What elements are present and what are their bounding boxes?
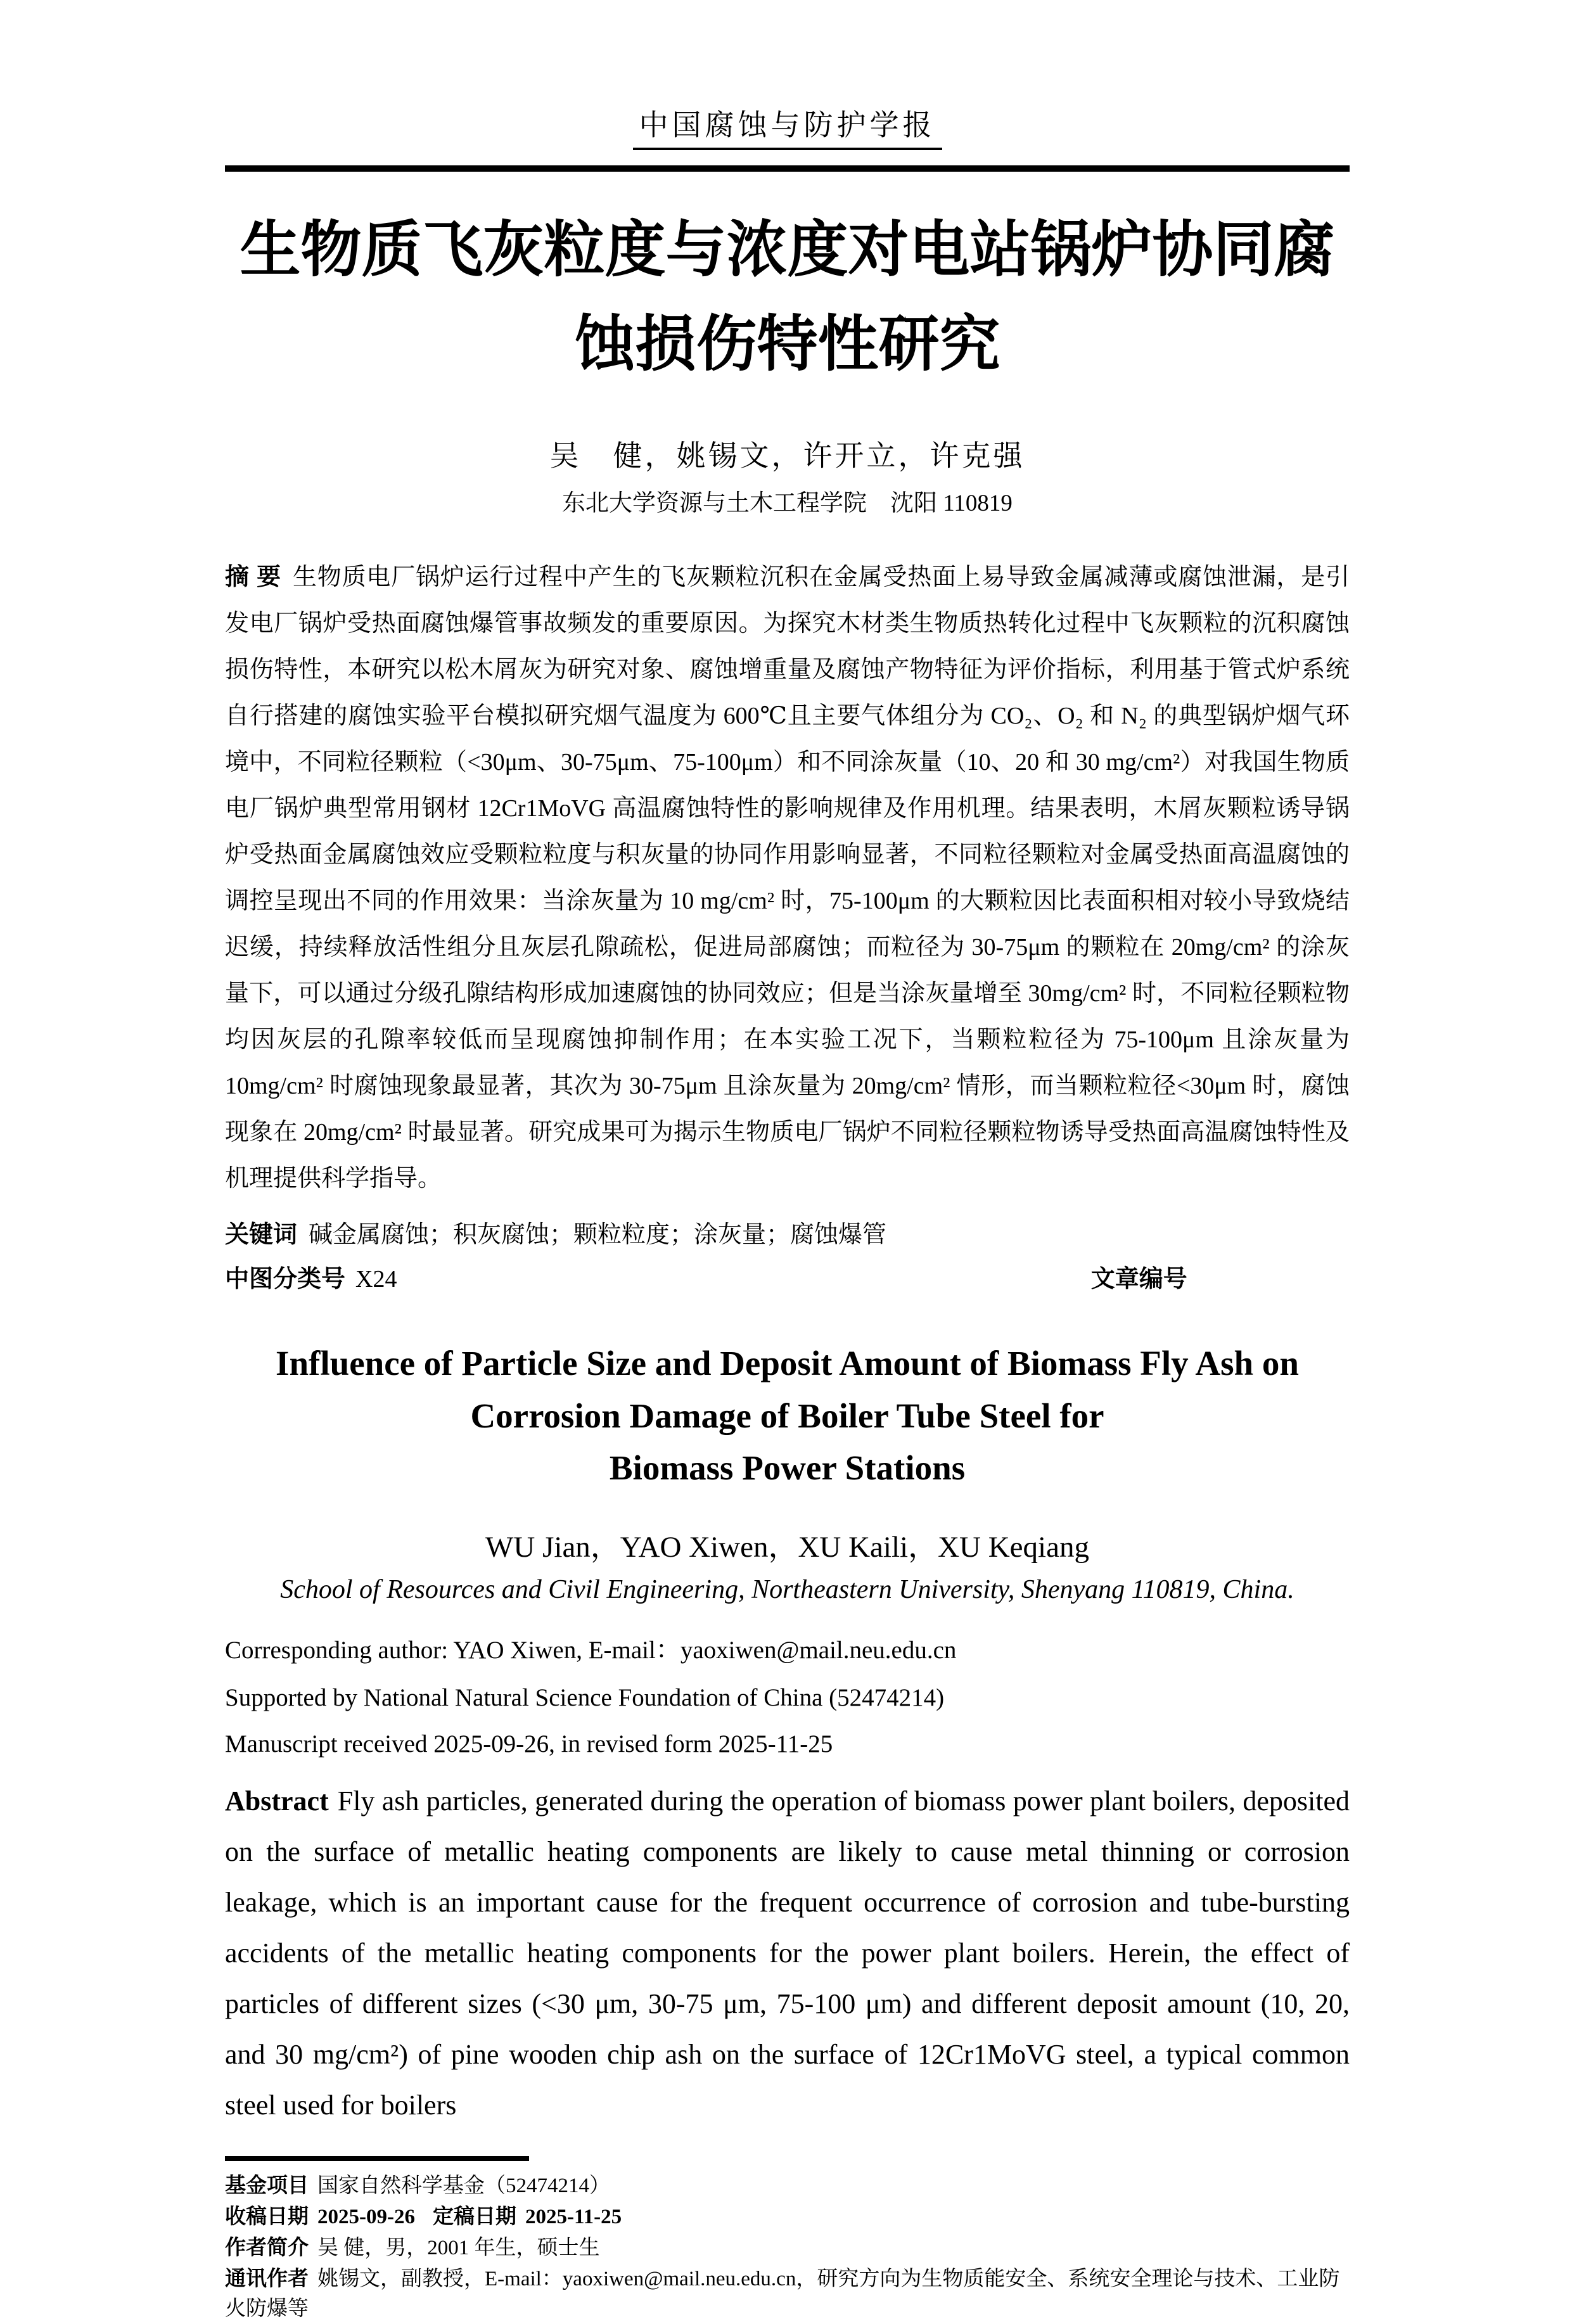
paper-title-en-line2: Corrosion Damage of Boiler Tube Steel for <box>470 1396 1104 1435</box>
footnote-corresponding-text: 姚锡文，副教授，E-mail：yaoxiwen@mail.neu.edu.cn，研究方向为生物质能安全、系统安全理论与技术、工业防火防爆等 <box>225 2268 1340 2321</box>
paper-title-en-line3: Biomass Power Stations <box>609 1448 966 1488</box>
keywords-cn <box>225 1216 1350 1254</box>
abstract-cn <box>225 554 1350 1202</box>
meta-block <box>225 1630 1350 1758</box>
footnote-author-bio-text: 吴 健，男，2001 年生，硕士生 <box>317 2237 600 2260</box>
paper-title-en-line1: Influence of Particle Size and Deposit Amount of Biomass Fly Ash on <box>276 1344 1299 1383</box>
journal-name: 中国腐蚀与防护学报 <box>633 108 942 150</box>
footnote-rule <box>225 2156 529 2161</box>
authors-en: WU Jian，YAO Xiwen，XU Kaili，XU Keqiang <box>485 1531 1089 1564</box>
footnote-block <box>225 2170 1350 2324</box>
keywords-text: 碱金属腐蚀；积灰腐蚀；颗粒粒度；涂灰量；腐蚀爆管 <box>309 1222 887 1249</box>
footnote-corresponding-label: 通讯作者 <box>225 2266 309 2290</box>
paper-title-cn-line1: 生物质飞灰粒度与浓度对电站锅炉协同腐 <box>240 216 1335 284</box>
abstract-en <box>225 1776 1350 2131</box>
header-rule <box>225 165 1350 172</box>
footnote-dates <box>225 2201 1350 2232</box>
footnote-corresponding <box>225 2263 1350 2324</box>
clc-value: X24 <box>355 1266 397 1293</box>
footnote-received-date: 2025-09-26 <box>317 2206 415 2229</box>
footnote-funding <box>225 2170 1350 2201</box>
footnote-author-bio <box>225 2232 1350 2263</box>
clc-label: 中图分类号 <box>225 1266 346 1293</box>
paper-title-cn-line2: 蚀损伤特性研究 <box>574 310 1000 378</box>
keywords-label: 关键词 <box>225 1222 298 1249</box>
abstract-cn-label: 摘 要 <box>225 564 281 591</box>
footnote-finalized-date: 2025-11-25 <box>525 2206 622 2229</box>
funding-line: Supported by National Natural Science Foundation of China (52474214) <box>225 1684 945 1712</box>
footnote-funding-text: 国家自然科学基金（52474214） <box>317 2174 610 2198</box>
abstract-en-text: Fly ash particles, generated during the operation of biomass power plant boilers, deposited on the surface of metallic heating components are likely to cause metal thinning or corrosion leakage, which is an important cause for the frequent occurrence of corrosion and tube-bursting accidents of the metallic heating components for the power plant boilers. Herein, the effect of particles of different sizes (<30 μm, 30-75 μm, 75-100 μm) and different deposit amount (10, 20, and 30 mg/cm²) of pine wooden chip ash on the surface of 12Cr1MoVG steel, a typical common steel used for boilers <box>225 1785 1350 2121</box>
article-id-label: 文章编号 <box>1090 1266 1187 1293</box>
footnote-author-bio-label: 作者简介 <box>225 2235 309 2259</box>
authors-cn: 吴 健，姚锡文，许开立，许克强 <box>549 440 1025 473</box>
journal-header <box>225 108 1350 150</box>
footnote-received-label: 收稿日期 <box>225 2204 309 2228</box>
corresponding-author-line: Corresponding author: YAO Xiwen, E-mail：yaoxiwen@mail.neu.edu.cn <box>225 1637 957 1664</box>
paper-title-cn <box>225 203 1350 392</box>
affiliation-cn: 东北大学资源与土木工程学院 沈阳 110819 <box>562 490 1013 517</box>
abstract-cn-text: 生物质电厂锅炉运行过程中产生的飞灰颗粒沉积在金属受热面上易导致金属减薄或腐蚀泄漏，是引发电厂锅炉受热面腐蚀爆管事故频发的重要原因。为探究木材类生物质热转化过程中飞灰颗粒的沉积腐蚀损伤特性，本研究以松木屑灰为研究对象、腐蚀增重量及腐蚀产物特征为评价指标，利用基于管式炉系统自行搭建的腐蚀实验平台模拟研究烟气温度为 600℃且主要气体组分为 CO₂、O₂ 和 N₂ 的典型锅炉烟气环境中，不同粒径颗粒（<30μm、30-75μm、75-100μm）和不同涂灰量（10、20 和 30 mg/cm²）对我国生物质电厂锅炉典型常用钢材 12Cr1MoVG 高温腐蚀特性的影响规律及作用机理。结果表明，木屑灰颗粒诱导锅炉受热面金属腐蚀效应受颗粒粒度与积灰量的协同作用影响显著，不同粒径颗粒对金属受热面高温腐蚀的调控呈现出不同的作用效果：当涂灰量为 10 mg/cm² 时，75-100μm 的大颗粒因比表面积相对较小导致烧结迟缓，持续释放活性组分且灰层孔隙疏松，促进局部腐蚀；而粒径为 30-75μm 的颗粒在 20mg/cm² 的涂灰量下，可以通过分级孔隙结构形成加速腐蚀的协同效应；但是当涂灰量增至 30mg/cm² 时，不同粒径颗粒物均因灰层的孔隙率较低而呈现腐蚀抑制作用；在本实验工况下，当颗粒粒径为 75-100μm 且涂灰量为 10mg/cm² 时腐蚀现象最显著，其次为 30-75μm 且涂灰量为 20mg/cm² 情形，而当颗粒粒径<30μm 时，腐蚀现象在 20mg/cm² 时最显著。研究成果可为揭示生物质电厂锅炉不同粒径颗粒物诱导受热面高温腐蚀特性及机理提供科学指导。 <box>225 564 1350 1192</box>
footnote-funding-label: 基金项目 <box>225 2173 309 2197</box>
footnote-finalized-label: 定稿日期 <box>432 2204 516 2228</box>
affiliation-en: School of Resources and Civil Engineering, Northeastern University, Shenyang 110819, China. <box>280 1575 1294 1605</box>
classification-row <box>225 1260 1350 1298</box>
abstract-en-label: Abstract <box>225 1785 329 1817</box>
paper-title-en <box>225 1338 1350 1495</box>
manuscript-dates-line: Manuscript received 2025-09-26, in revised form 2025-11-25 <box>225 1730 833 1758</box>
